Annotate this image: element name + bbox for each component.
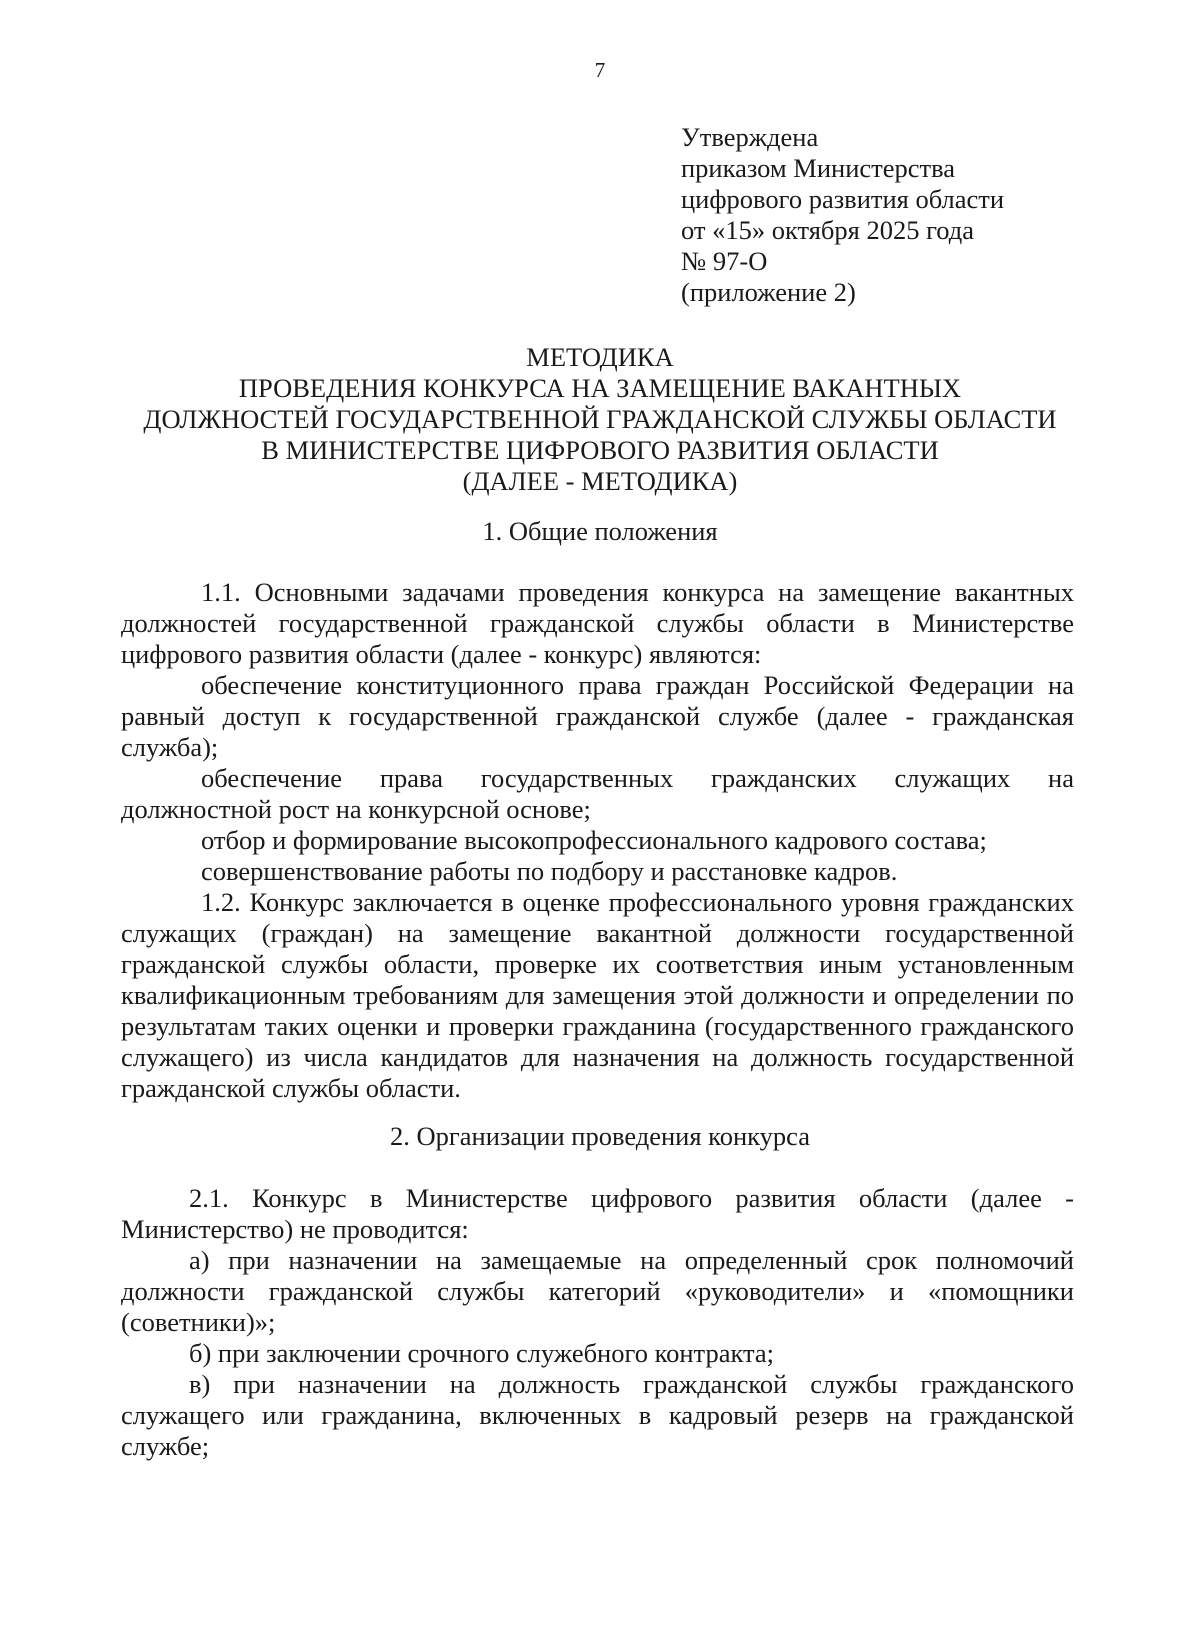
- title-line: ДОЛЖНОСТЕЙ ГОСУДАРСТВЕННОЙ ГРАЖДАНСКОЙ СЛУЖБЫ ОБЛАСТИ: [143, 404, 1057, 434]
- approval-line: № 97-О: [681, 246, 768, 276]
- section-1-heading: 1. Общие положения: [482, 516, 718, 546]
- paragraph-item: обеспечение конституционного права граждан Российской Федерации на равный доступ к государственной гражданской службе (далее - гражданская служба);: [121, 670, 1074, 762]
- paragraph-item: отбор и формирование высокопрофессионального кадрового состава;: [201, 825, 987, 855]
- section-2-heading: 2. Организации проведения конкурса: [390, 1121, 810, 1151]
- title-line: (ДАЛЕЕ - МЕТОДИКА): [462, 466, 738, 496]
- paragraph-item: а) при назначении на замещаемые на определенный срок полномочий должности гражданской службы категорий «руководители» и «помощники (советники)»;: [121, 1245, 1074, 1337]
- approval-stamp-block: [681, 122, 1141, 308]
- paragraph-2-1: 2.1. Конкурс в Министерстве цифрового развития области (далее - Министерство) не проводится:: [121, 1183, 1074, 1244]
- section-2-body: [121, 1183, 1074, 1462]
- approval-line: Утверждена: [681, 122, 819, 152]
- approval-line: от «15» октября 2025 года: [681, 215, 975, 245]
- paragraph-item: совершенствование работы по подбору и расстановке кадров.: [201, 856, 898, 886]
- approval-line: (приложение 2): [681, 277, 856, 307]
- paragraph-item: в) при назначении на должность гражданской службы гражданского служащего или гражданина, включенных в кадровый резерв на гражданской службе;: [121, 1369, 1074, 1461]
- paragraph-1-2: 1.2. Конкурс заключается в оценке профессионального уровня гражданских служащих (граждан) на замещение вакантной должности государственной гражданской службы области, проверке их соответствия иным установленным квалификационным требованиям для замещения этой должности и определении по результатам таких оценки и проверки гражданина (государственного гражданского служащего) из числа кандидатов для назначения на должность государственной гражданской службы области.: [121, 887, 1074, 1103]
- approval-line: приказом Министерства: [681, 153, 956, 183]
- document-title: [110, 342, 1090, 497]
- title-line: ПРОВЕДЕНИЯ КОНКУРСА НА ЗАМЕЩЕНИЕ ВАКАНТНЫХ: [238, 373, 962, 403]
- title-line: МЕТОДИКА: [526, 342, 674, 372]
- section-1-body: [121, 577, 1074, 1104]
- paragraph-item: обеспечение права государственных гражданских служащих на должностной рост на конкурсной основе;: [121, 763, 1074, 824]
- page-number: 7: [594, 58, 606, 82]
- title-line: В МИНИСТЕРСТВЕ ЦИФРОВОГО РАЗВИТИЯ ОБЛАСТИ: [261, 435, 939, 465]
- approval-line: цифрового развития области: [681, 184, 1005, 214]
- paragraph-item: б) при заключении срочного служебного контракта;: [189, 1338, 775, 1368]
- paragraph-1-1: 1.1. Основными задачами проведения конкурса на замещение вакантных должностей государственной гражданской службы области в Министерстве цифрового развития области (далее - конкурс) являются:: [121, 577, 1074, 669]
